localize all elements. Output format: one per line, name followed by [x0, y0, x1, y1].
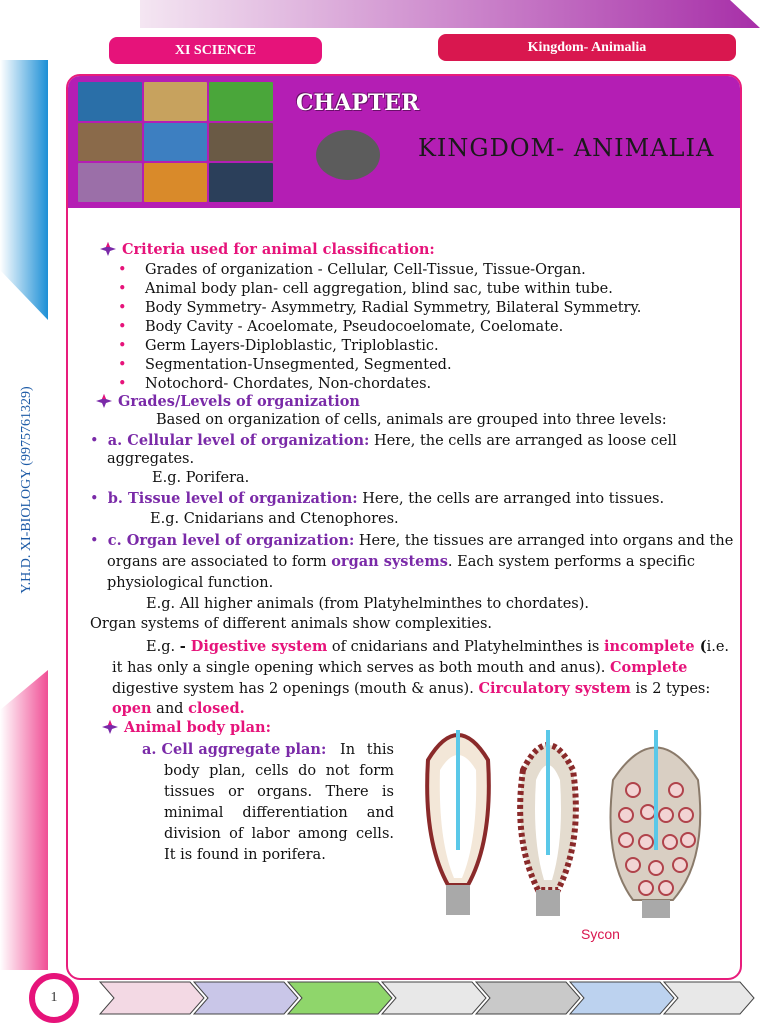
closed-term: closed.: [188, 700, 245, 717]
chapter-label: CHAPTER: [296, 90, 420, 116]
bullet-dot-icon: •: [118, 357, 127, 373]
bullet-dot-icon: •: [118, 319, 127, 335]
digestive-term: Digestive system: [190, 638, 328, 655]
complete-term: Complete: [610, 659, 688, 676]
bullet-dot-icon: •: [118, 376, 127, 392]
eg-digestive-line: [146, 637, 729, 657]
bullet-dot-icon: •: [118, 262, 127, 278]
chevron-arrow-icon: [194, 982, 298, 1014]
criteria-item-text: Notochord- Chordates, Non-chordates.: [145, 376, 432, 392]
grade-a-label: a. Cellular level of organization:: [107, 432, 370, 449]
paren: (: [694, 638, 707, 655]
grade-b-text: Here, the cells are arranged into tissues.: [357, 491, 665, 507]
class-tab-label: XI SCIENCE: [174, 42, 257, 58]
grade-c-line2-c: . Each system performs a specific: [447, 554, 695, 570]
eg-line4: [112, 699, 245, 719]
sycon-figure-1: [427, 730, 489, 915]
grade-a-example: E.g. Porifera.: [152, 470, 250, 486]
eg-line2-text: it has only a single opening which serves as both mouth and anus).: [112, 660, 611, 676]
criteria-item-text: Germ Layers-Diploblastic, Triploblastic.: [145, 338, 439, 354]
side-author-text: Y.H.D. XI-BIOLOGY (9975761329): [19, 386, 34, 594]
chevron-arrow-icon: [476, 982, 580, 1014]
complexity-line: Organ systems of different animals show complexities.: [90, 616, 493, 632]
grade-c-text: Here, the tissues are arranged into organs and the: [354, 533, 734, 549]
ie-text: i.e.: [706, 639, 730, 655]
eg-prefix: E.g.: [146, 639, 180, 655]
criteria-item-text: Grades of organization - Cellular, Cell-Tissue, Tissue-Organ.: [145, 262, 586, 278]
incomplete-term: incomplete: [603, 638, 695, 655]
grade-b-example: E.g. Cnidarians and Ctenophores.: [150, 511, 399, 527]
sycon-figure-2: [520, 730, 576, 916]
eg-line3-text: digestive system has 2 openings (mouth & anus).: [112, 681, 479, 697]
criteria-item: [118, 261, 586, 280]
bullet-dot-icon: •: [118, 281, 127, 297]
chevron-arrow-icon: [382, 982, 486, 1014]
plus-arrow-icon: [96, 394, 112, 408]
grades-heading: Grades/Levels of organization: [118, 393, 360, 410]
eg-line3-end: is 2 types:: [630, 681, 711, 697]
organ-systems-term: organ systems: [331, 553, 448, 570]
bullet-dot-icon: •: [118, 300, 127, 316]
criteria-item: [118, 337, 439, 356]
criteria-item: [118, 280, 613, 299]
and-text: and: [151, 701, 189, 717]
grade-c-line: [90, 531, 733, 551]
body-plan-a-label: a. Cell aggregate plan:: [142, 741, 327, 758]
grade-b-label: b. Tissue level of organization:: [107, 490, 358, 507]
plus-arrow-icon: [100, 242, 116, 256]
sycon-diagram: [408, 720, 718, 920]
criteria-item-text: Body Symmetry- Asymmetry, Radial Symmetry, Bilateral Symmetry.: [145, 300, 642, 316]
grade-b-line: [90, 489, 664, 509]
criteria-item-text: Animal body plan- cell aggregation, blind sac, tube within tube.: [145, 281, 613, 297]
grade-c-line3: physiological function.: [107, 575, 274, 591]
grades-intro: Based on organization of cells, animals are grouped into three levels:: [156, 412, 667, 428]
chevron-arrow-icon: [288, 982, 392, 1014]
criteria-item: [118, 299, 641, 318]
grade-c-line2-a: organs are associated to form: [107, 554, 332, 570]
page-number: 1: [50, 990, 58, 1005]
chevron-arrow-icon: [570, 982, 674, 1014]
eg-line3: [112, 679, 710, 699]
criteria-heading-line: [100, 240, 435, 260]
circulatory-term: Circulatory system: [478, 680, 631, 697]
chevron-arrow-icon: [664, 982, 754, 1014]
criteria-item-text: Segmentation-Unsegmented, Segmented.: [145, 357, 452, 373]
bullet-dot-icon: •: [90, 533, 99, 549]
open-term: open: [112, 700, 152, 717]
chevron-arrow-icon: [100, 982, 204, 1014]
eg-line2: [112, 658, 687, 678]
eg-mid: of cnidarians and Platyhelminthes is: [327, 639, 604, 655]
body-plan-heading: Animal body plan:: [124, 719, 271, 736]
diagram-caption: Sycon: [581, 926, 620, 942]
grade-c-example: E.g. All higher animals (from Platyhelminthes to chordates).: [146, 596, 589, 612]
chapter-tab-label: Kingdom- Animalia: [527, 39, 647, 55]
plus-arrow-icon: [102, 720, 118, 734]
criteria-item: [118, 356, 452, 375]
grade-c-label: c. Organ level of organization:: [107, 532, 355, 549]
criteria-item-text: Body Cavity - Acoelomate, Pseudocoelomate, Coelomate.: [145, 319, 564, 335]
grade-c-line2: [107, 552, 695, 572]
bullet-dot-icon: •: [118, 338, 127, 354]
chapter-title: KINGDOM- ANIMALIA: [418, 134, 715, 162]
body-plan-a-text: In this body plan, cells do not form tissues or organs. There is minimal differentiation and division of labor among cells. It is found in porifera.: [164, 742, 394, 863]
body-plan-heading-line: [102, 718, 271, 738]
eg-dash: -: [179, 638, 191, 655]
criteria-item: [118, 318, 563, 337]
bullet-dot-icon: •: [90, 433, 99, 449]
sycon-figure-3: [611, 730, 701, 918]
bullet-dot-icon: •: [90, 491, 99, 507]
grade-a-text2: aggregates.: [107, 451, 195, 467]
grade-a-line: [90, 431, 677, 451]
grades-heading-line: [96, 392, 360, 412]
grade-a-text: Here, the cells are arranged as loose cell: [369, 433, 677, 449]
footer-chevrons: [0, 968, 768, 1024]
criteria-heading: Criteria used for animal classification:: [122, 241, 435, 258]
